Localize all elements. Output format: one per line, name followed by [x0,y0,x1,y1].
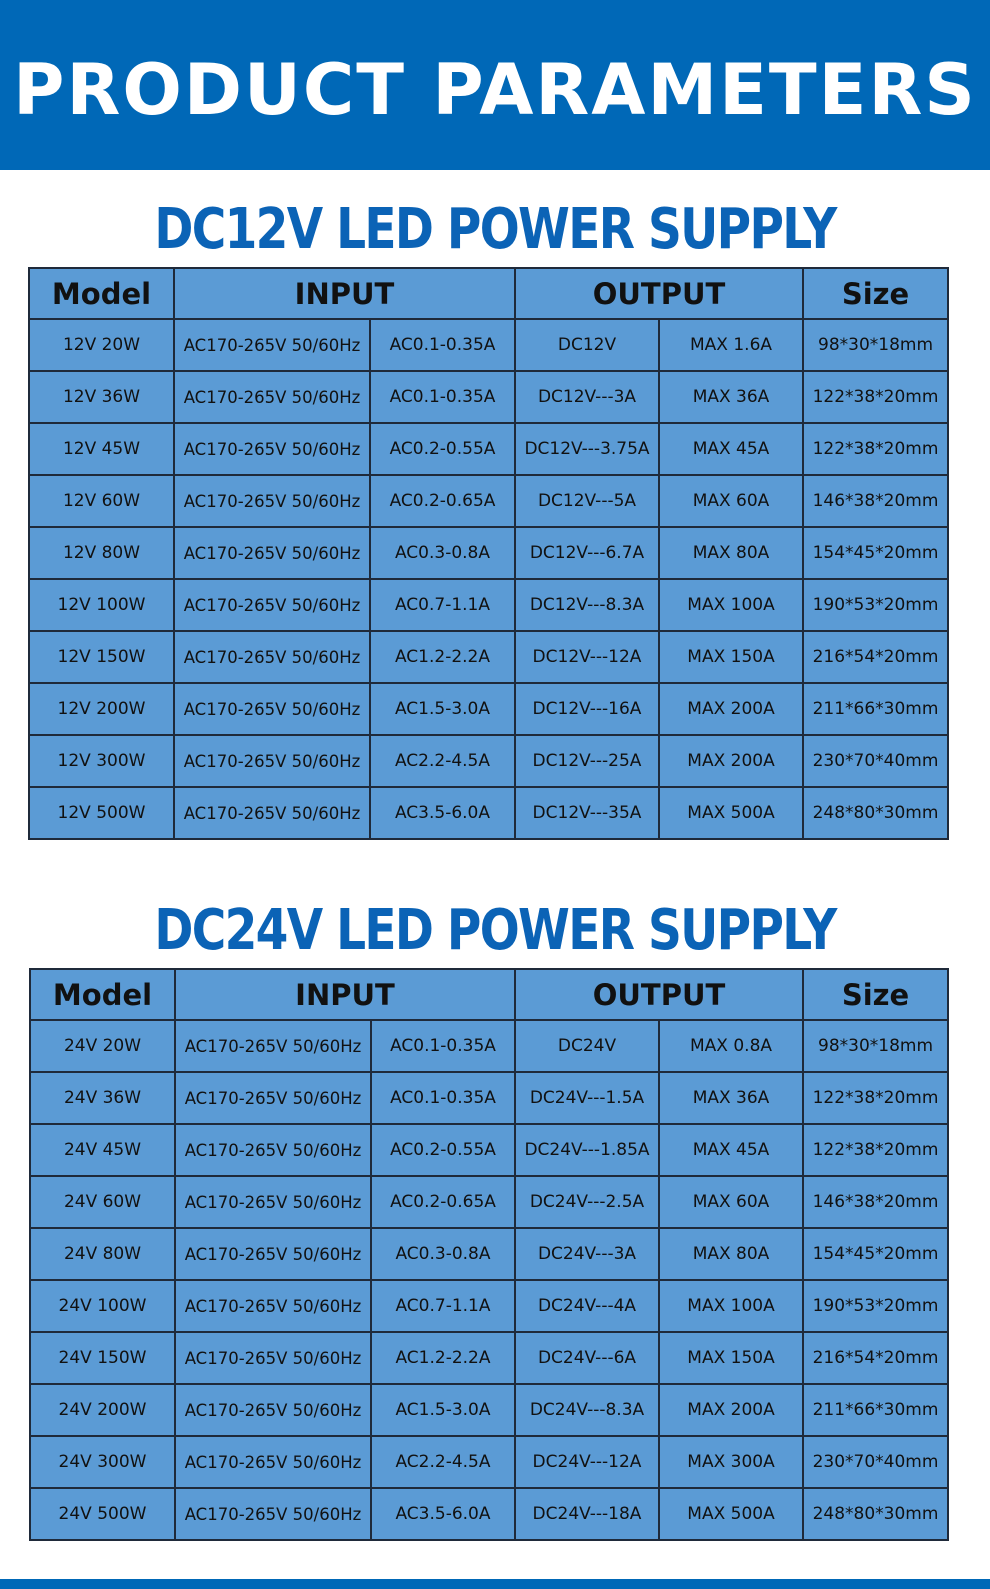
input-current-cell: AC2.2-4.5A [371,1436,515,1488]
output-max-cell: MAX 150A [659,1332,803,1384]
model-cell: 24V 20W [30,1020,175,1072]
input-voltage-cell: AC170-265V 50/60Hz [174,475,370,527]
input-current-cell: AC0.2-0.55A [370,423,515,475]
size-cell: 122*38*20mm [803,1124,948,1176]
size-cell: 122*38*20mm [803,1072,948,1124]
input-current-cell: AC1.5-3.0A [371,1384,515,1436]
output-max-cell: MAX 500A [659,787,803,839]
header-model: Model [30,969,175,1020]
output-voltage-cell: DC12V [515,319,659,371]
table-row [30,1332,948,1384]
header-output: OUTPUT [515,969,803,1020]
input-current-cell: AC0.2-0.55A [371,1124,515,1176]
table-row [29,423,948,475]
input-voltage-cell: AC170-265V 50/60Hz [175,1228,371,1280]
input-voltage-cell: AC170-265V 50/60Hz [175,1072,371,1124]
input-voltage-cell: AC170-265V 50/60Hz [174,579,370,631]
output-voltage-cell: DC12V---5A [515,475,659,527]
output-max-cell: MAX 100A [659,579,803,631]
table-row [30,1384,948,1436]
size-cell: 190*53*20mm [803,1280,948,1332]
input-voltage-cell: AC170-265V 50/60Hz [175,1384,371,1436]
output-voltage-cell: DC24V---3A [515,1228,659,1280]
size-cell: 190*53*20mm [803,579,948,631]
input-voltage-cell: AC170-265V 50/60Hz [175,1020,371,1072]
input-current-cell: AC0.1-0.35A [370,371,515,423]
input-voltage-cell: AC170-265V 50/60Hz [174,683,370,735]
input-voltage-cell: AC170-265V 50/60Hz [174,527,370,579]
table-row [29,579,948,631]
model-cell: 24V 100W [30,1280,175,1332]
size-cell: 248*80*30mm [803,1488,948,1540]
output-max-cell: MAX 45A [659,1124,803,1176]
model-cell: 24V 150W [30,1332,175,1384]
table-row [29,371,948,423]
output-max-cell: MAX 500A [659,1488,803,1540]
output-voltage-cell: DC12V---8.3A [515,579,659,631]
model-cell: 24V 500W [30,1488,175,1540]
size-cell: 122*38*20mm [803,371,948,423]
input-current-cell: AC2.2-4.5A [370,735,515,787]
model-cell: 24V 300W [30,1436,175,1488]
model-cell: 12V 500W [29,787,174,839]
model-cell: 24V 36W [30,1072,175,1124]
size-cell: 98*30*18mm [803,1020,948,1072]
output-max-cell: MAX 200A [659,1384,803,1436]
output-max-cell: MAX 80A [659,1228,803,1280]
output-max-cell: MAX 60A [659,475,803,527]
output-voltage-cell: DC12V---16A [515,683,659,735]
table-row [30,1176,948,1228]
header-size: Size [803,969,948,1020]
table-row [30,1436,948,1488]
output-max-cell: MAX 60A [659,1176,803,1228]
model-cell: 12V 80W [29,527,174,579]
output-max-cell: MAX 200A [659,683,803,735]
table-row [29,787,948,839]
input-current-cell: AC1.2-2.2A [370,631,515,683]
input-current-cell: AC0.3-0.8A [370,527,515,579]
output-voltage-cell: DC24V---18A [515,1488,659,1540]
page-title: PRODUCT PARAMETERS [13,49,977,131]
output-voltage-cell: DC24V---1.5A [515,1072,659,1124]
model-cell: 12V 20W [29,319,174,371]
table-row [29,319,948,371]
table-row [30,1020,948,1072]
model-cell: 12V 60W [29,475,174,527]
output-voltage-cell: DC24V---8.3A [515,1384,659,1436]
table-header-row [30,969,948,1020]
input-current-cell: AC1.5-3.0A [370,683,515,735]
footer-strip [0,1579,990,1589]
output-max-cell: MAX 36A [659,1072,803,1124]
output-voltage-cell: DC12V---12A [515,631,659,683]
table-row [30,1488,948,1540]
table-row [29,735,948,787]
output-max-cell: MAX 36A [659,371,803,423]
table-row [29,527,948,579]
size-cell: 216*54*20mm [803,1332,948,1384]
section-title-dc12v: DC12V LED POWER SUPPLY [154,197,836,262]
output-voltage-cell: DC24V [515,1020,659,1072]
output-max-cell: MAX 300A [659,1436,803,1488]
output-voltage-cell: DC24V---4A [515,1280,659,1332]
table-row [30,1124,948,1176]
input-current-cell: AC0.1-0.35A [370,319,515,371]
input-current-cell: AC0.2-0.65A [371,1176,515,1228]
size-cell: 230*70*40mm [803,735,948,787]
input-voltage-cell: AC170-265V 50/60Hz [175,1436,371,1488]
spec-table-dc12v [28,267,949,840]
table-row [29,475,948,527]
input-current-cell: AC1.2-2.2A [371,1332,515,1384]
spec-table-dc24v [29,968,949,1541]
size-cell: 98*30*18mm [803,319,948,371]
header-model: Model [29,268,174,319]
input-current-cell: AC0.7-1.1A [370,579,515,631]
size-cell: 230*70*40mm [803,1436,948,1488]
output-voltage-cell: DC12V---3.75A [515,423,659,475]
table-row [30,1280,948,1332]
input-current-cell: AC0.1-0.35A [371,1020,515,1072]
output-max-cell: MAX 1.6A [659,319,803,371]
output-voltage-cell: DC12V---6.7A [515,527,659,579]
table-header-row [29,268,948,319]
section-title-dc24v: DC24V LED POWER SUPPLY [154,898,836,963]
input-voltage-cell: AC170-265V 50/60Hz [174,631,370,683]
output-max-cell: MAX 45A [659,423,803,475]
input-voltage-cell: AC170-265V 50/60Hz [175,1488,371,1540]
input-current-cell: AC0.7-1.1A [371,1280,515,1332]
model-cell: 12V 150W [29,631,174,683]
header-size: Size [803,268,948,319]
output-max-cell: MAX 0.8A [659,1020,803,1072]
model-cell: 12V 45W [29,423,174,475]
output-voltage-cell: DC12V---25A [515,735,659,787]
output-voltage-cell: DC24V---1.85A [515,1124,659,1176]
input-current-cell: AC0.1-0.35A [371,1072,515,1124]
table-row [30,1072,948,1124]
input-voltage-cell: AC170-265V 50/60Hz [175,1332,371,1384]
output-max-cell: MAX 200A [659,735,803,787]
input-voltage-cell: AC170-265V 50/60Hz [175,1124,371,1176]
size-cell: 154*45*20mm [803,527,948,579]
output-voltage-cell: DC24V---12A [515,1436,659,1488]
input-voltage-cell: AC170-265V 50/60Hz [175,1176,371,1228]
input-current-cell: AC0.3-0.8A [371,1228,515,1280]
header-banner [0,0,990,170]
output-max-cell: MAX 150A [659,631,803,683]
size-cell: 146*38*20mm [803,1176,948,1228]
input-voltage-cell: AC170-265V 50/60Hz [174,787,370,839]
size-cell: 216*54*20mm [803,631,948,683]
model-cell: 12V 100W [29,579,174,631]
input-voltage-cell: AC170-265V 50/60Hz [174,371,370,423]
model-cell: 12V 300W [29,735,174,787]
table-row [30,1228,948,1280]
table-row [29,683,948,735]
model-cell: 24V 45W [30,1124,175,1176]
size-cell: 146*38*20mm [803,475,948,527]
output-max-cell: MAX 80A [659,527,803,579]
model-cell: 24V 200W [30,1384,175,1436]
size-cell: 211*66*30mm [803,1384,948,1436]
input-current-cell: AC3.5-6.0A [371,1488,515,1540]
header-output: OUTPUT [515,268,803,319]
input-current-cell: AC0.2-0.65A [370,475,515,527]
model-cell: 12V 200W [29,683,174,735]
input-voltage-cell: AC170-265V 50/60Hz [174,423,370,475]
output-max-cell: MAX 100A [659,1280,803,1332]
size-cell: 122*38*20mm [803,423,948,475]
size-cell: 248*80*30mm [803,787,948,839]
table-row [29,631,948,683]
model-cell: 24V 80W [30,1228,175,1280]
input-voltage-cell: AC170-265V 50/60Hz [174,319,370,371]
input-voltage-cell: AC170-265V 50/60Hz [175,1280,371,1332]
size-cell: 154*45*20mm [803,1228,948,1280]
header-input: INPUT [175,969,515,1020]
model-cell: 24V 60W [30,1176,175,1228]
output-voltage-cell: DC24V---6A [515,1332,659,1384]
output-voltage-cell: DC24V---2.5A [515,1176,659,1228]
output-voltage-cell: DC12V---3A [515,371,659,423]
output-voltage-cell: DC12V---35A [515,787,659,839]
model-cell: 12V 36W [29,371,174,423]
input-current-cell: AC3.5-6.0A [370,787,515,839]
size-cell: 211*66*30mm [803,683,948,735]
input-voltage-cell: AC170-265V 50/60Hz [174,735,370,787]
header-input: INPUT [174,268,515,319]
